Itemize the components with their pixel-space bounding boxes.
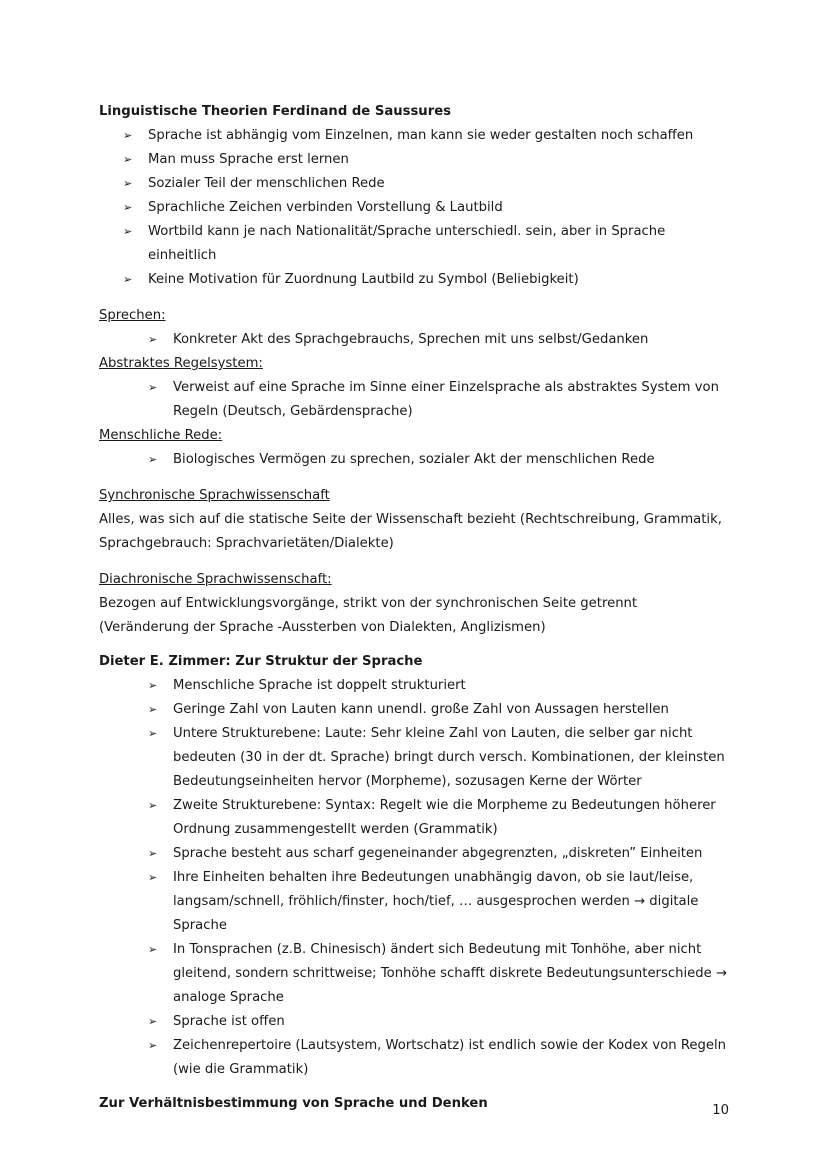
- list-item: ➢ Sprache besteht aus scharf gegeneinander abgegrenzten, „diskreten” Einheiten: [99, 842, 729, 866]
- list-item: ➢ Zeichenrepertoire (Lautsystem, Wortschatz) ist endlich sowie der Kodex von Regeln (wie die Grammatik): [99, 1034, 729, 1082]
- list-item: ➢ Verweist auf eine Sprache im Sinne einer Einzelsprache als abstraktes System von Regeln (Deutsch, Gebärdensprache): [99, 376, 729, 424]
- arrow-bullet-icon: ➢: [123, 201, 133, 214]
- arrow-bullet-icon: ➢: [123, 177, 133, 190]
- list-item: ➢ Sprachliche Zeichen verbinden Vorstellung & Lautbild: [99, 196, 729, 220]
- list-item: ➢ Wortbild kann je nach Nationalität/Sprache unterschiedl. sein, aber in Sprache einheitlich: [99, 220, 729, 268]
- arrow-bullet-icon: ➢: [123, 273, 133, 286]
- list-item: ➢ Sprache ist abhängig vom Einzelnen, man kann sie weder gestalten noch schaffen: [99, 124, 729, 148]
- arrow-bullet-icon: ➢: [148, 799, 158, 812]
- arrow-bullet-icon: ➢: [148, 453, 158, 466]
- zimmer-list: [99, 674, 729, 1082]
- rede-heading: Menschliche Rede:: [99, 428, 223, 443]
- list-item: ➢ Man muss Sprache erst lernen: [99, 148, 729, 172]
- rede-list: [99, 448, 729, 472]
- arrow-bullet-icon: ➢: [148, 943, 158, 956]
- arrow-bullet-icon: ➢: [148, 847, 158, 860]
- list-item: ➢ Geringe Zahl von Lauten kann unendl. große Zahl von Aussagen herstellen: [99, 698, 729, 722]
- list-item: ➢ Menschliche Sprache ist doppelt strukturiert: [99, 674, 729, 698]
- denken-heading: Zur Verhältnisbestimmung von Sprache und Denken: [99, 1096, 488, 1111]
- arrow-bullet-icon: ➢: [148, 333, 158, 346]
- synchron-text: Alles, was sich auf die statische Seite der Wissenschaft bezieht (Rechtschreibung, Grammatik, Sprachgebrauch: Sprachvarietäten/Dialekte): [99, 512, 722, 551]
- arrow-bullet-icon: ➢: [148, 1015, 158, 1028]
- saussure-list: [99, 124, 729, 292]
- document-page: [99, 100, 729, 1116]
- list-item: ➢ Sozialer Teil der menschlichen Rede: [99, 172, 729, 196]
- arrow-bullet-icon: ➢: [148, 1039, 158, 1052]
- regelsystem-list: [99, 376, 729, 424]
- list-item: ➢ Konkreter Akt des Sprachgebrauchs, Sprechen mit uns selbst/Gedanken: [99, 328, 729, 352]
- page-number: 10: [712, 1103, 729, 1118]
- arrow-bullet-icon: ➢: [148, 381, 158, 394]
- arrow-bullet-icon: ➢: [148, 703, 158, 716]
- regelsystem-heading: Abstraktes Regelsystem:: [99, 356, 263, 371]
- saussure-heading: Linguistische Theorien Ferdinand de Saussures: [99, 104, 451, 119]
- list-item: ➢ Keine Motivation für Zuordnung Lautbild zu Symbol (Beliebigkeit): [99, 268, 729, 292]
- arrow-bullet-icon: ➢: [123, 129, 133, 142]
- arrow-bullet-icon: ➢: [123, 153, 133, 166]
- diachron-heading: Diachronische Sprachwissenschaft:: [99, 572, 332, 587]
- synchron-heading: Synchronische Sprachwissenschaft: [99, 488, 330, 503]
- arrow-bullet-icon: ➢: [148, 679, 158, 692]
- arrow-bullet-icon: ➢: [148, 727, 158, 740]
- arrow-bullet-icon: ➢: [148, 871, 158, 884]
- sprechen-heading: Sprechen:: [99, 308, 166, 323]
- list-item: ➢ Ihre Einheiten behalten ihre Bedeutungen unabhängig davon, ob sie laut/leise, langsam/schnell, fröhlich/finster, hoch/tief, … ausgesprochen werden → digitale Sprache: [99, 866, 729, 938]
- list-item: ➢ Sprache ist offen: [99, 1010, 729, 1034]
- list-item: ➢ In Tonsprachen (z.B. Chinesisch) ändert sich Bedeutung mit Tonhöhe, aber nicht gleitend, sondern schrittweise; Tonhöhe schafft diskrete Bedeutungsunterschiede → analoge Sprache: [99, 938, 729, 1010]
- diachron-text: Bezogen auf Entwicklungsvorgänge, strikt von der synchronischen Seite getrennt (Veränderung der Sprache -Aussterben von Dialekten, Anglizismen): [99, 596, 638, 635]
- zimmer-heading: Dieter E. Zimmer: Zur Struktur der Sprache: [99, 654, 423, 669]
- list-item: ➢ Zweite Strukturebene: Syntax: Regelt wie die Morpheme zu Bedeutungen höherer Ordnung zusammengestellt werden (Grammatik): [99, 794, 729, 842]
- arrow-bullet-icon: ➢: [123, 225, 133, 238]
- list-item: ➢ Untere Strukturebene: Laute: Sehr kleine Zahl von Lauten, die selber gar nicht bedeuten (30 in der dt. Sprache) bringt durch versch. Kombinationen, der kleinsten Bedeutungseinheiten hervor (Morpheme), sozusagen Kerne der Wörter: [99, 722, 729, 794]
- sprechen-list: [99, 328, 729, 352]
- list-item: ➢ Biologisches Vermögen zu sprechen, sozialer Akt der menschlichen Rede: [99, 448, 729, 472]
